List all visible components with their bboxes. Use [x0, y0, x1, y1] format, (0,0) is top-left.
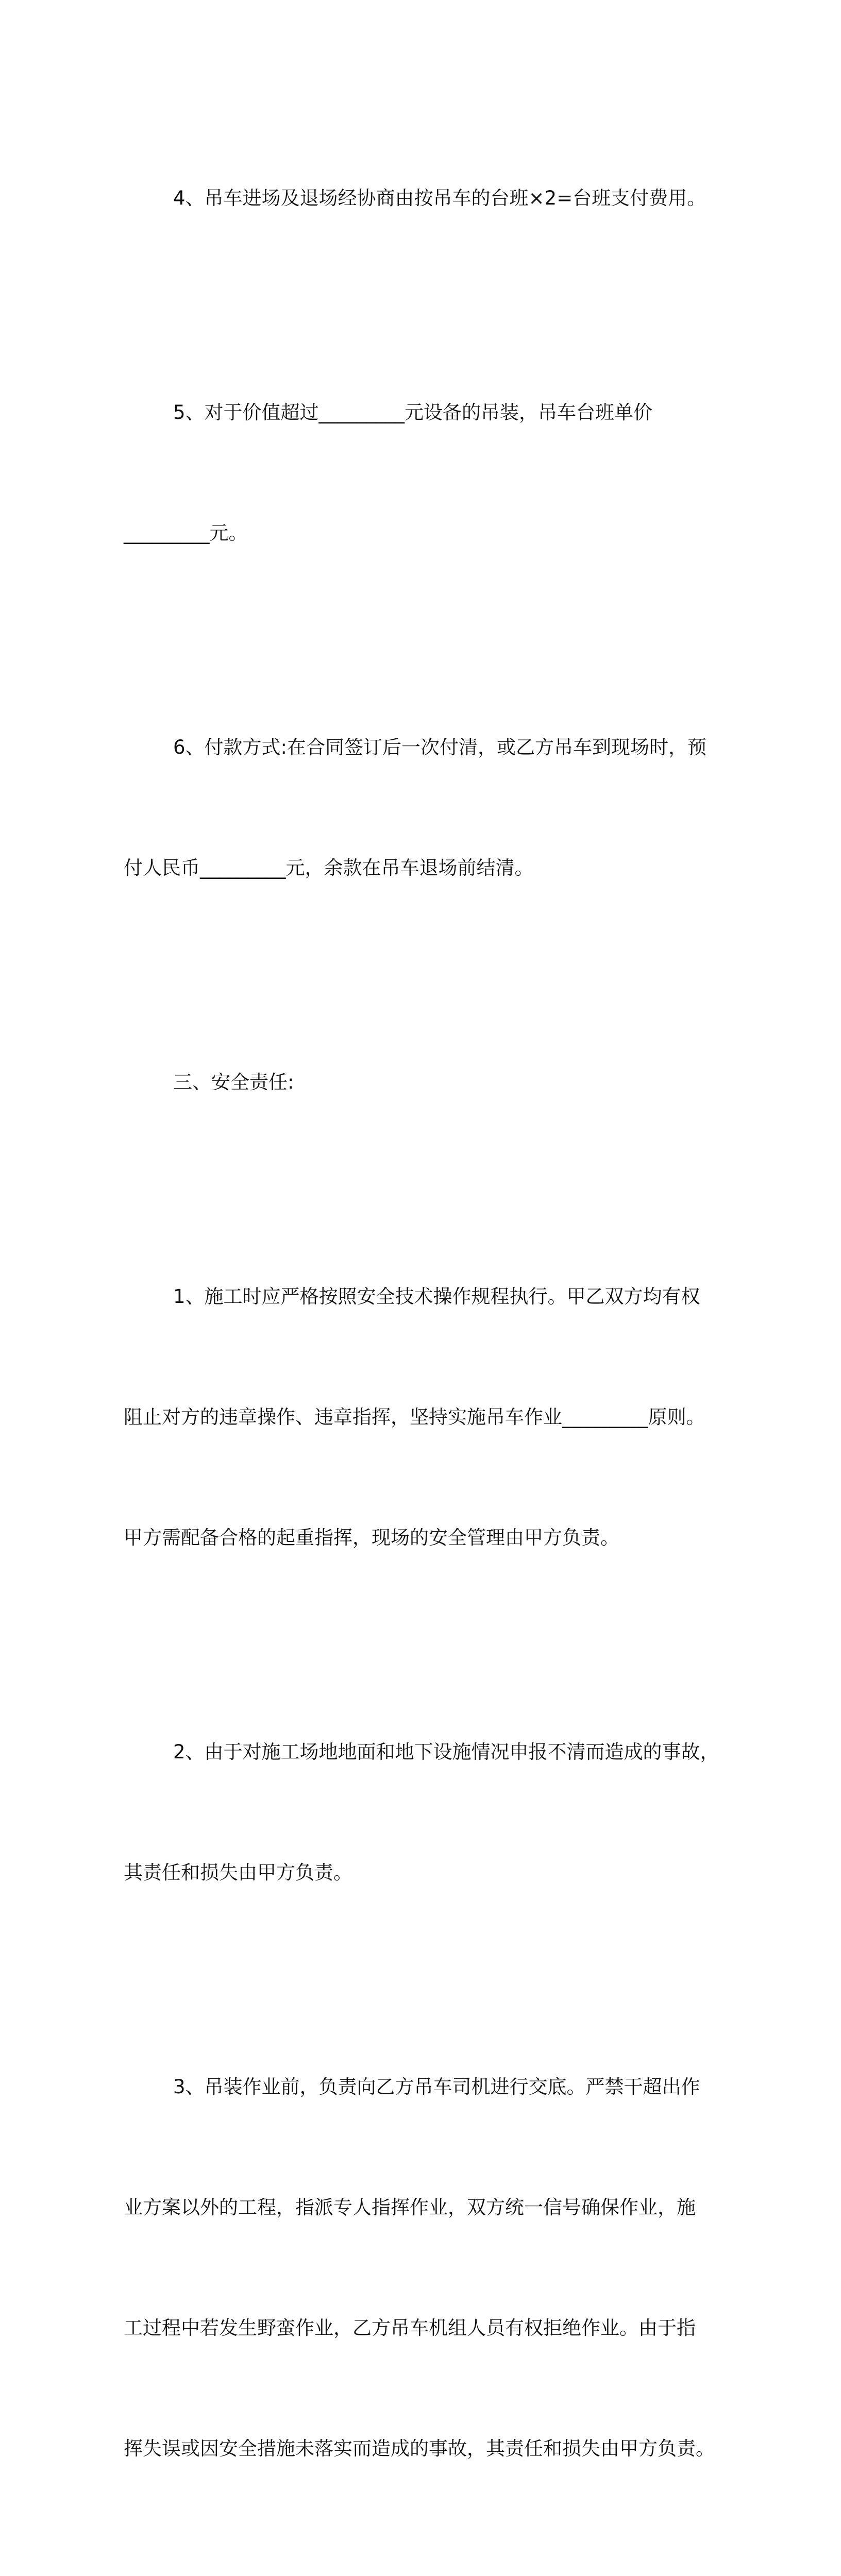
safety-clause-1 — [124, 1196, 716, 1638]
clause-6-payment-method — [124, 647, 716, 969]
text-line: 工过程中若发生野蛮作业，乙方吊车机组人员有权拒绝作业。由于指 — [124, 2317, 696, 2339]
text-line: 甲方需配备合格的起重指挥，现场的安全管理由甲方负责。 — [124, 1527, 619, 1549]
text-line: 1、施工时应严格按照安全技术操作规程执行。甲乙双方均有权 — [173, 1285, 700, 1308]
clause-5-equipment-value — [124, 312, 716, 634]
heading-line: 三、安全责任: — [173, 1071, 294, 1093]
safety-clause-4 — [124, 2563, 716, 2576]
text-line: 业方案以外的工程，指派专人指挥作业，双方统一信号确保作业，施 — [124, 2196, 696, 2218]
safety-clause-2 — [124, 1652, 719, 1973]
text-line: 6、付款方式:在合同签订后一次付清，或乙方吊车到现场时，预 — [173, 736, 707, 758]
text-line: _________元。 — [124, 522, 248, 544]
text-line: 4、吊车进场及退场经协商由按吊车的台班×2=台班支付费用。 — [173, 187, 707, 209]
text-line: 其责任和损失由甲方负责。 — [124, 1861, 352, 1884]
text-line: 挥失误或因安全措施未落实而造成的事故，其责任和损失由甲方负责。 — [124, 2437, 715, 2460]
safety-clause-3 — [124, 1987, 716, 2549]
text-line: 3、吊装作业前，负责向乙方吊车司机进行交底。严禁干超出作 — [173, 2076, 700, 2098]
text-line: 付人民币_________元，余款在吊车退场前结清。 — [124, 857, 534, 879]
text-line: 阻止对方的违章操作、违章指挥，坚持实施吊车作业_________原则。 — [124, 1406, 705, 1428]
text-line: 5、对于价值超过_________元设备的吊装，吊车台班单价 — [173, 401, 653, 423]
text-line: 2、由于对施工场地地面和地下设施情况申报不清而造成的事故， — [173, 1741, 719, 1763]
clause-4-crane-entry-exit — [124, 98, 716, 299]
document-body — [124, 98, 719, 2576]
section-heading-safety — [124, 982, 716, 1183]
